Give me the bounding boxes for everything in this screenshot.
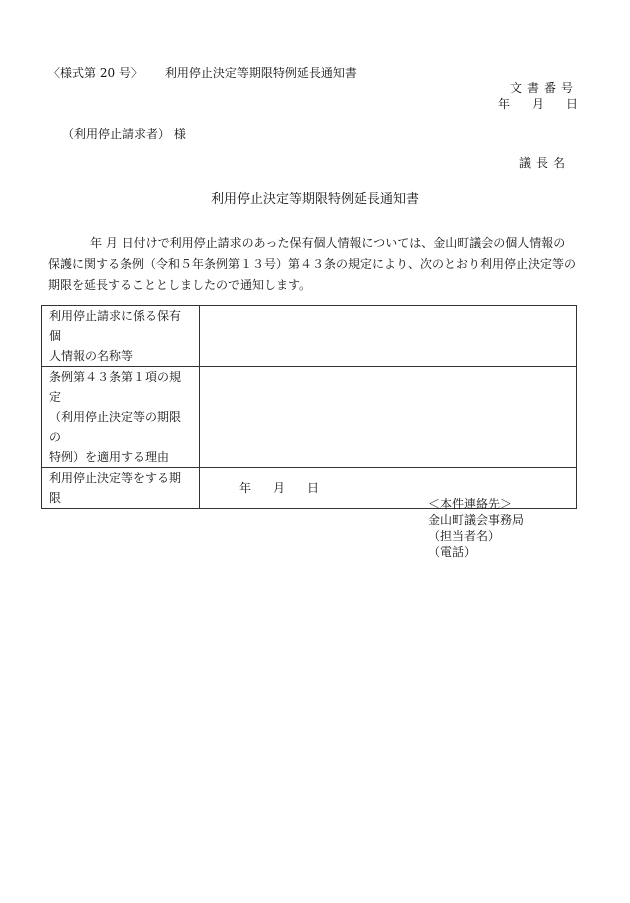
body-text: [48, 233, 582, 296]
body-line-3: 期限を延長することとしましたので通知します。: [48, 278, 312, 292]
contact-block: [428, 496, 524, 560]
document-title: 利用停止決定等期限特例延長通知書: [210, 192, 419, 207]
sender-name: 議長名: [518, 156, 570, 170]
contact-phone: （電話）: [428, 545, 477, 559]
contact-heading: ＜本件連絡先＞: [428, 497, 513, 511]
body-line-1: 年 月 日付けで利用停止請求のあった保有個人情報については、金山町議会の個人情報の: [90, 236, 566, 250]
row-label-line: （利用停止決定等の期限の: [49, 410, 182, 444]
row-label: [42, 306, 200, 367]
deadline-day: 日: [307, 481, 320, 495]
deadline-month: 月: [273, 481, 286, 495]
row-label-line: 人情報の名称等: [49, 349, 134, 363]
issue-date: [498, 98, 578, 110]
row-label: [42, 367, 200, 468]
row-label-line: 条例第４３条第１項の規定: [49, 370, 182, 404]
contact-person: （担当者名）: [428, 529, 501, 543]
addressee: （利用停止請求者） 様: [62, 127, 186, 141]
row-label-line: 利用停止請求に係る保有個: [49, 309, 182, 343]
table-row: [42, 306, 577, 367]
row-label-line: 特例）を適用する理由: [49, 450, 170, 464]
form-number-line: [48, 67, 357, 79]
row-label-line: 利用停止決定等をする期限: [49, 471, 182, 505]
issue-date-month: 月: [531, 97, 544, 111]
issue-date-day: 日: [565, 97, 578, 111]
form-title: 利用停止決定等期限特例延長通知書: [164, 66, 357, 80]
row-label: [42, 468, 200, 509]
table-row: [42, 367, 577, 468]
row-value: [200, 306, 577, 367]
info-table: [41, 305, 577, 509]
form-number: 〈様式第 20 号〉: [48, 66, 143, 80]
document-number: 文書番号: [509, 81, 578, 95]
body-line-2: 保護に関する条例（令和５年条例第１３号）第４３条の規定により、次のとおり利用停止決定等の: [48, 257, 577, 271]
deadline-year: 年: [239, 481, 252, 495]
contact-office: 金山町議会事務局: [428, 513, 525, 527]
issue-date-year: 年: [497, 97, 510, 111]
row-value: [200, 367, 577, 468]
